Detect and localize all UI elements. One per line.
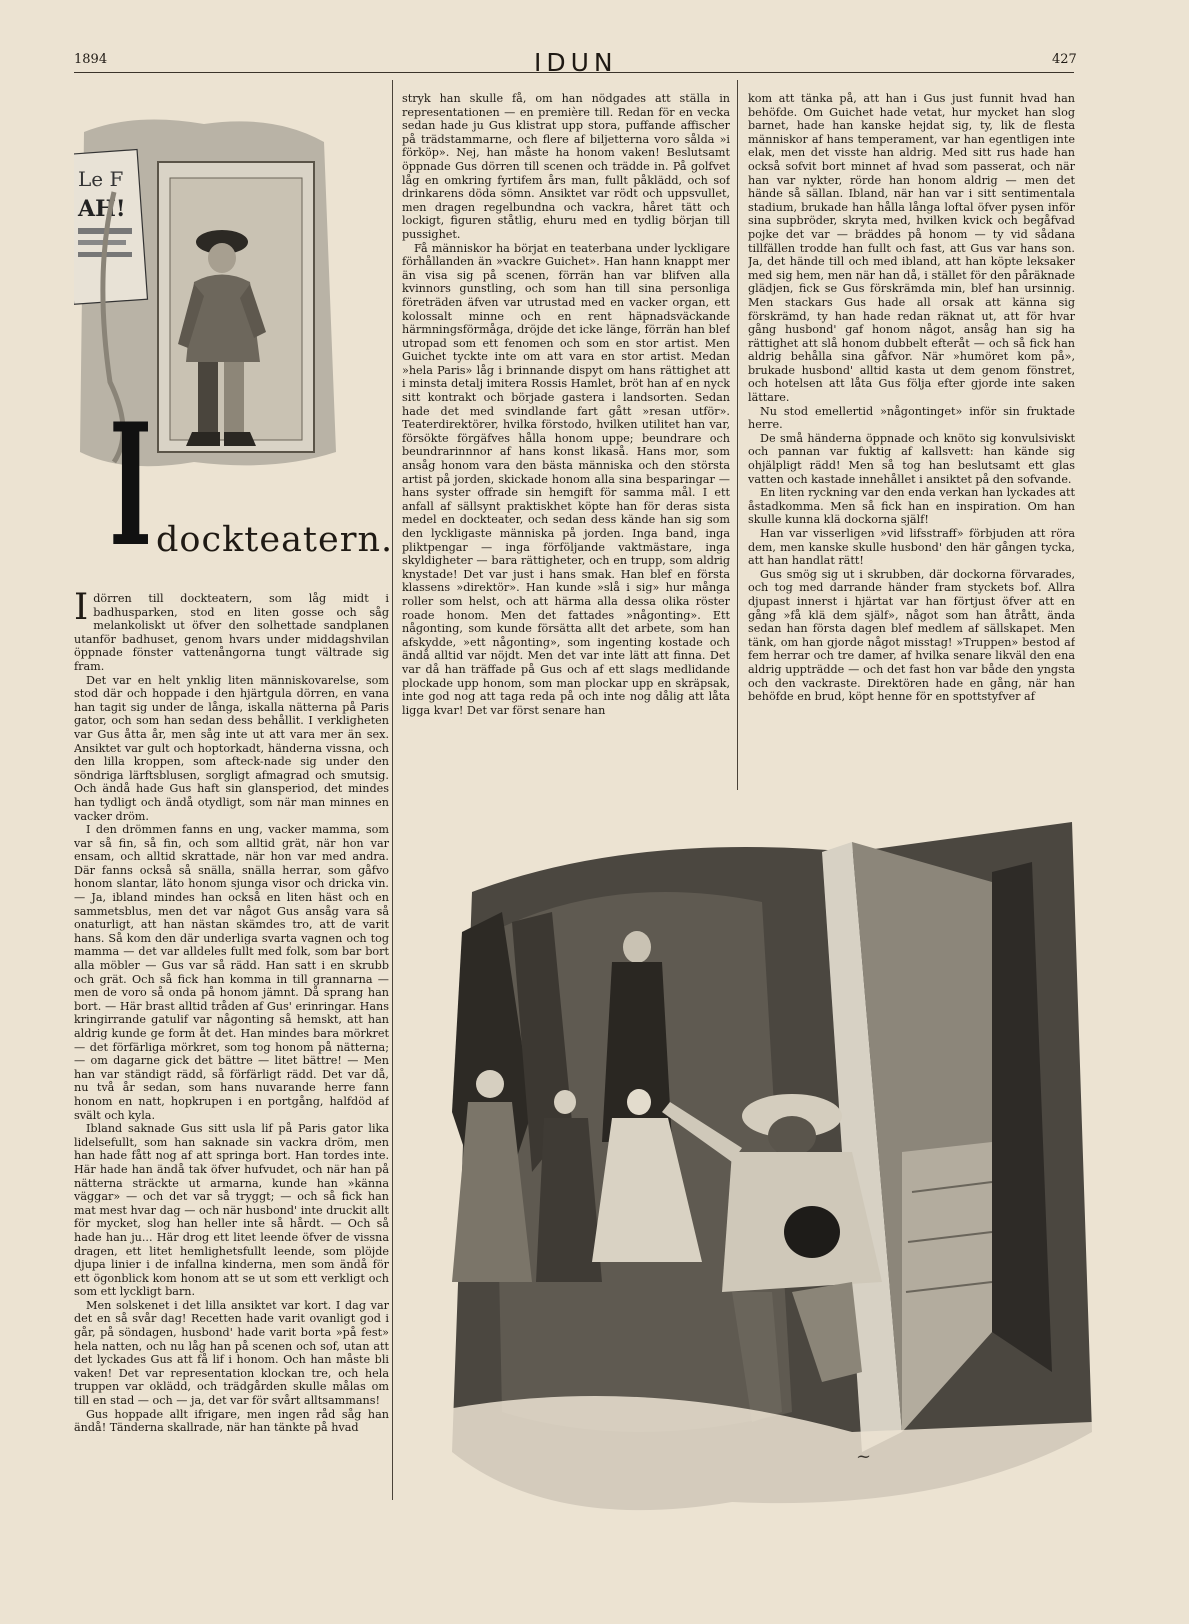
poster-text: AH! xyxy=(78,196,126,222)
paragraph: Ibland saknade Gus sitt usla lif på Paris gator lika lidelsefullt, som han saknade sin vackra dröm, men han hade fått nog af att springa bort. Han tordes inte. Här hade han ändå tak öfver hufvudet, och när han på nätterna sträckte ut armarna, kunde han »känna väggar» — och det var så tryggt; — och så fick han mat mest hvar dag — och när husbond' inte druckit allt för mycket, slog han heller inte så hårdt. — Och så hade han ju... Här drog ett litet leende öfver de vissna dragen, ett litet hemlighetsfullt leende, som plöjde djupa linier i de infallna kinderna, men som ändå för ett ögonblick kom honom att se ut som ett verkligt och som ett lyckligt barn. xyxy=(74,1122,389,1299)
header-year: 1894 xyxy=(74,52,108,67)
magazine-title: IDUN xyxy=(534,48,618,77)
drop-cap: I xyxy=(74,592,89,628)
article-title: dockteatern. xyxy=(156,520,394,560)
paragraph: Idörren till dockteatern, som låg midt i badhusparken, stod en liten gosse och såg melankoliskt ut öfver den solhettade sandplanen utanför badhuset, genom hvars under middagshvilan öppnade fönster vattenångorna tungt vältrade sig fram. xyxy=(74,592,389,673)
paragraph: Nu stod emellertid »någontinget» inför sin fruktade herre. xyxy=(748,404,1075,432)
illustration-puppet-theater xyxy=(432,812,1092,1560)
header-rule xyxy=(74,72,1074,73)
paragraph: stryk han skulle få, om han nödgades att ställa in representationen — en première till. Redan för en vecka sedan hade ju Gus klistrat upp stora, puffande affischer på trädstammarne, och flere af biljetterna voro sålda »i förköp». Nej, han måste ha honom vaken! Beslutsamt öppnade Gus dörren till scenen och trädde in. På golfvet låg en omkring fyrtifem års man, fullt påklädd, och sof drinkarens döda sömn. Ansiktet var rödt och uppsvullet, men dragen regelbundna och vackra, håret tätt och lockigt, figuren ståtlig, ehuru med en tydlig början till pussighet. xyxy=(402,92,730,241)
column-divider xyxy=(392,80,393,1500)
paragraph: Gus hoppade allt ifrigare, men ingen råd såg han ändå! Tänderna skallrade, när han tänkte på hvad xyxy=(74,1407,389,1435)
paragraph: Han var visserligen »vid lifsstraff» förbjuden att röra dem, men kanske skulle husbond' den här gången tycka, att han handlat rätt! xyxy=(748,527,1075,568)
column-divider xyxy=(737,80,738,790)
article-column-3 xyxy=(748,92,1075,796)
poster xyxy=(74,150,147,305)
paragraph: Få människor ha börjat en teaterbana under lyckligare förhållanden än »vackre Guichet». Han hann knappt mer än visa sig på scenen, förrän han var blifven alla kvinnors gunstling, och som han till sina personliga företräden äfven var utrustad med en vacker organ, ett kolossalt minne och en rent häpnadsväckande härmningsförmåga, dröjde det icke länge, förrän han blef utropad som ett fenomen och som en stor artist. Men Guichet tyckte inte om att vara en stor artist. Medan »hela Paris» låg i brinnande dispyt om hans rättighet att i minsta detalj imitera Rossis Hamlet, bröt han af en nyck sitt kontrakt och började gastera i landsorten. Sedan hade det med svindlande fart gått »resan utför». Teaterdirektörer, hvilka förstodo, hvilken utilitet han var, försökte förgäfves hålla honom uppe; beundrare och beundrarinnnor af hans konst likaså. Hans mor, som ansåg honom vara den bästa människa och den största artist på jorden, skickade honom alla sina besparingar — hans syster offrade sin hemgift för samma mål. I ett anfall af sällsynt praktiskhet köpte han för deras sista medel en dockteater, och sedan dess kände han sig som den lyckligaste människa på jorden. Inga band, inga pliktpengar — inga förföljande vaktmästare, inga skyldigheter — bara rättigheter, och en trupp, som aldrig knystade! Det var just i hans smak. Han blef en första klassens »direktör». Han kunde »slå i sig» hur många roller som helst, och att härma alla dessa olika röster roade honom. Men det fattades »någonting». Ett någonting, som kunde försätta allt det arbete, som han afskydde, »ett någonting», som ingenting kostade och ändå alltid var nöjdt. Men det var inte lätt att finna. Det var då han träffade på Gus och af ett slags medlidande plockade upp honom, som man plockar upp en skräpsak, inte god nog att taga reda på och inte nog dålig att låta ligga kvar! Det var först senare han xyxy=(402,241,730,717)
article-column-1 xyxy=(74,592,389,1502)
paragraph: Gus smög sig ut i skrubben, där dockorna förvarades, och tog med darrande händer fram styckets bof. Allra djupast innerst i hjärtat var han förtjust öfver att en gång »få klä dem själf», något som han åtrått, ända sedan han första dagen blef medlem af sällskapet. Men tänk, om han gjorde något misstag! »Truppen» bestod af fem herrar och tre damer, af hvilka senare likväl den ena aldrig uppträdde — och det fast hon var både den yngsta och den vackraste. Direktören hade en gång, när han behöfde en brud, köpt henne för en spottstyfver af xyxy=(748,567,1075,704)
page-number: 427 xyxy=(1052,52,1077,67)
paragraph: I den drömmen fanns en ung, vacker mamma, som var så fin, så fin, och som alltid grät, när hon var ensam, och alltid skrattade, när hon var med andra. Där fanns också så snälla, snälla herrar, som gåfvo honom slantar, läto honom sjunga visor och dricka vin. — Ja, ibland mindes han också en liten häst och en sammetsblus, men det var något Gus ansåg vara så onaturligt, att han nästan skämdes tro, att de varit hans. Så kom den där underliga svarta vagnen och tog mamma — det var alldeles fullt med folk, som bar bort alla möbler — Gus var så rädd. Han satt i en skrubb och grät. Och så fick han komma in till grannarna — men de voro så onda på honom jämnt. Då sprang han bort. — Här brast alltid tråden af Gus' erinringar. Hans kringirrande gatulif var någonting så hemskt, att han aldrig kunde ge form åt det. Han mindes bara mörkret — det förfärliga mörkret, som tog honom på nätterna; — om dagarne gick det bättre — litet bättre! — Men han var ständigt rädd, så förfärligt rädd. Det var då, nu två år sedan, som hans nuvarande herre fann honom en natt, hopkrupen i en portgång, halfdöd af svält och kyla. xyxy=(74,823,389,1122)
artist-signature: ~ xyxy=(856,1446,872,1467)
paragraph: En liten ryckning var den enda verkan han lyckades att åstadkomma. Men så fick han en inspiration. Om han skulle kunna klä dockorna själf! xyxy=(748,486,1075,527)
paragraph: Men solskenet i det lilla ansiktet var kort. I dag var det en så svår dag! Recetten hade varit ovanligt god i går, på söndagen, husbond' hade varit borta »på fest» hela natten, och nu låg han på scenen och sof, utan att det lyckades Gus att få lif i honom. Och han måste bli vaken! Det var representation klockan tre, och hela truppen var oklädd, och trädgården skulle målas om till en stad — och — ja, det var för svårt alltsammans! xyxy=(74,1298,389,1408)
poster-text: Le F xyxy=(78,167,124,191)
paragraph: De små händerna öppnade och knöto sig konvulsiviskt och pannan var fuktig af kallsvett: han kände sig ohjälpligt rädd! Men så tog han beslutsamt ett glas vatten och kastade innehållet i ansiktet på den sofvande. xyxy=(748,431,1075,486)
article-column-2 xyxy=(402,92,730,796)
paragraph: Det var en helt ynklig liten människovarelse, som stod där och hoppade i den hjärtgula dörren, en vana han tagit sig under de långa, iskalla nätterna på Paris gator, och som han sedan dess behållit. I verkligheten var Gus åtta år, men såg inte ut att vara mer än sex. Ansiktet var gult och hoptorkadt, händerna vissna, och den lilla kroppen, som afteck-nade sig under den söndriga lärftsblusen, sorgligt afmagrad och smutsig. Och ändå hade Gus haft sin glansperiod, det mindes han tydligt och ändå otydligt, som när man minnes en vacker dröm. xyxy=(74,673,389,823)
title-initial: I xyxy=(109,386,153,584)
paragraph: kom att tänka på, att han i Gus just funnit hvad han behöfde. Om Guichet hade vetat, hur mycket han slog barnet, hade han kanske hejdat sig, ty, lik de flesta människor af hans temperament, var han egentligen inte elak, men det visste han aldrig. Med sitt rus hade han också sofvit bort minnet af hvad som passerat, och när han var nykter, rörde han honom aldrig — men det hände så sällan. Ibland, när han var i sitt sentimentala stadium, brukade han hålla långa loftal öfver pysen inför sina supbröder, skryta med, hvilken kvick och begåfvad pojke det var — bräddes på honom — ty vid sådana tillfällen trodde han fullt och fast, att Gus var hans son. Ja, det hände till och med ibland, att han köpte leksaker med sig hem, men när han då, i stället för den påräknade glädjen, fick se Gus förskrämda min, blef han ursinnig. Men stackars Gus hade all orsak att känna sig förskrämd, ty han hade redan räknat ut, att för hvar gång husbond' gaf honom något, ansåg han sig ha rättighet att slå honom dubbelt efteråt — och så fick han aldrig behålla sina gåfvor. När »humöret kom på», brukade husbond' alltid kasta ut dem genom fönstret, och hotelsen att låta Gus följa efter gjorde inte saken lättare. xyxy=(748,92,1075,405)
